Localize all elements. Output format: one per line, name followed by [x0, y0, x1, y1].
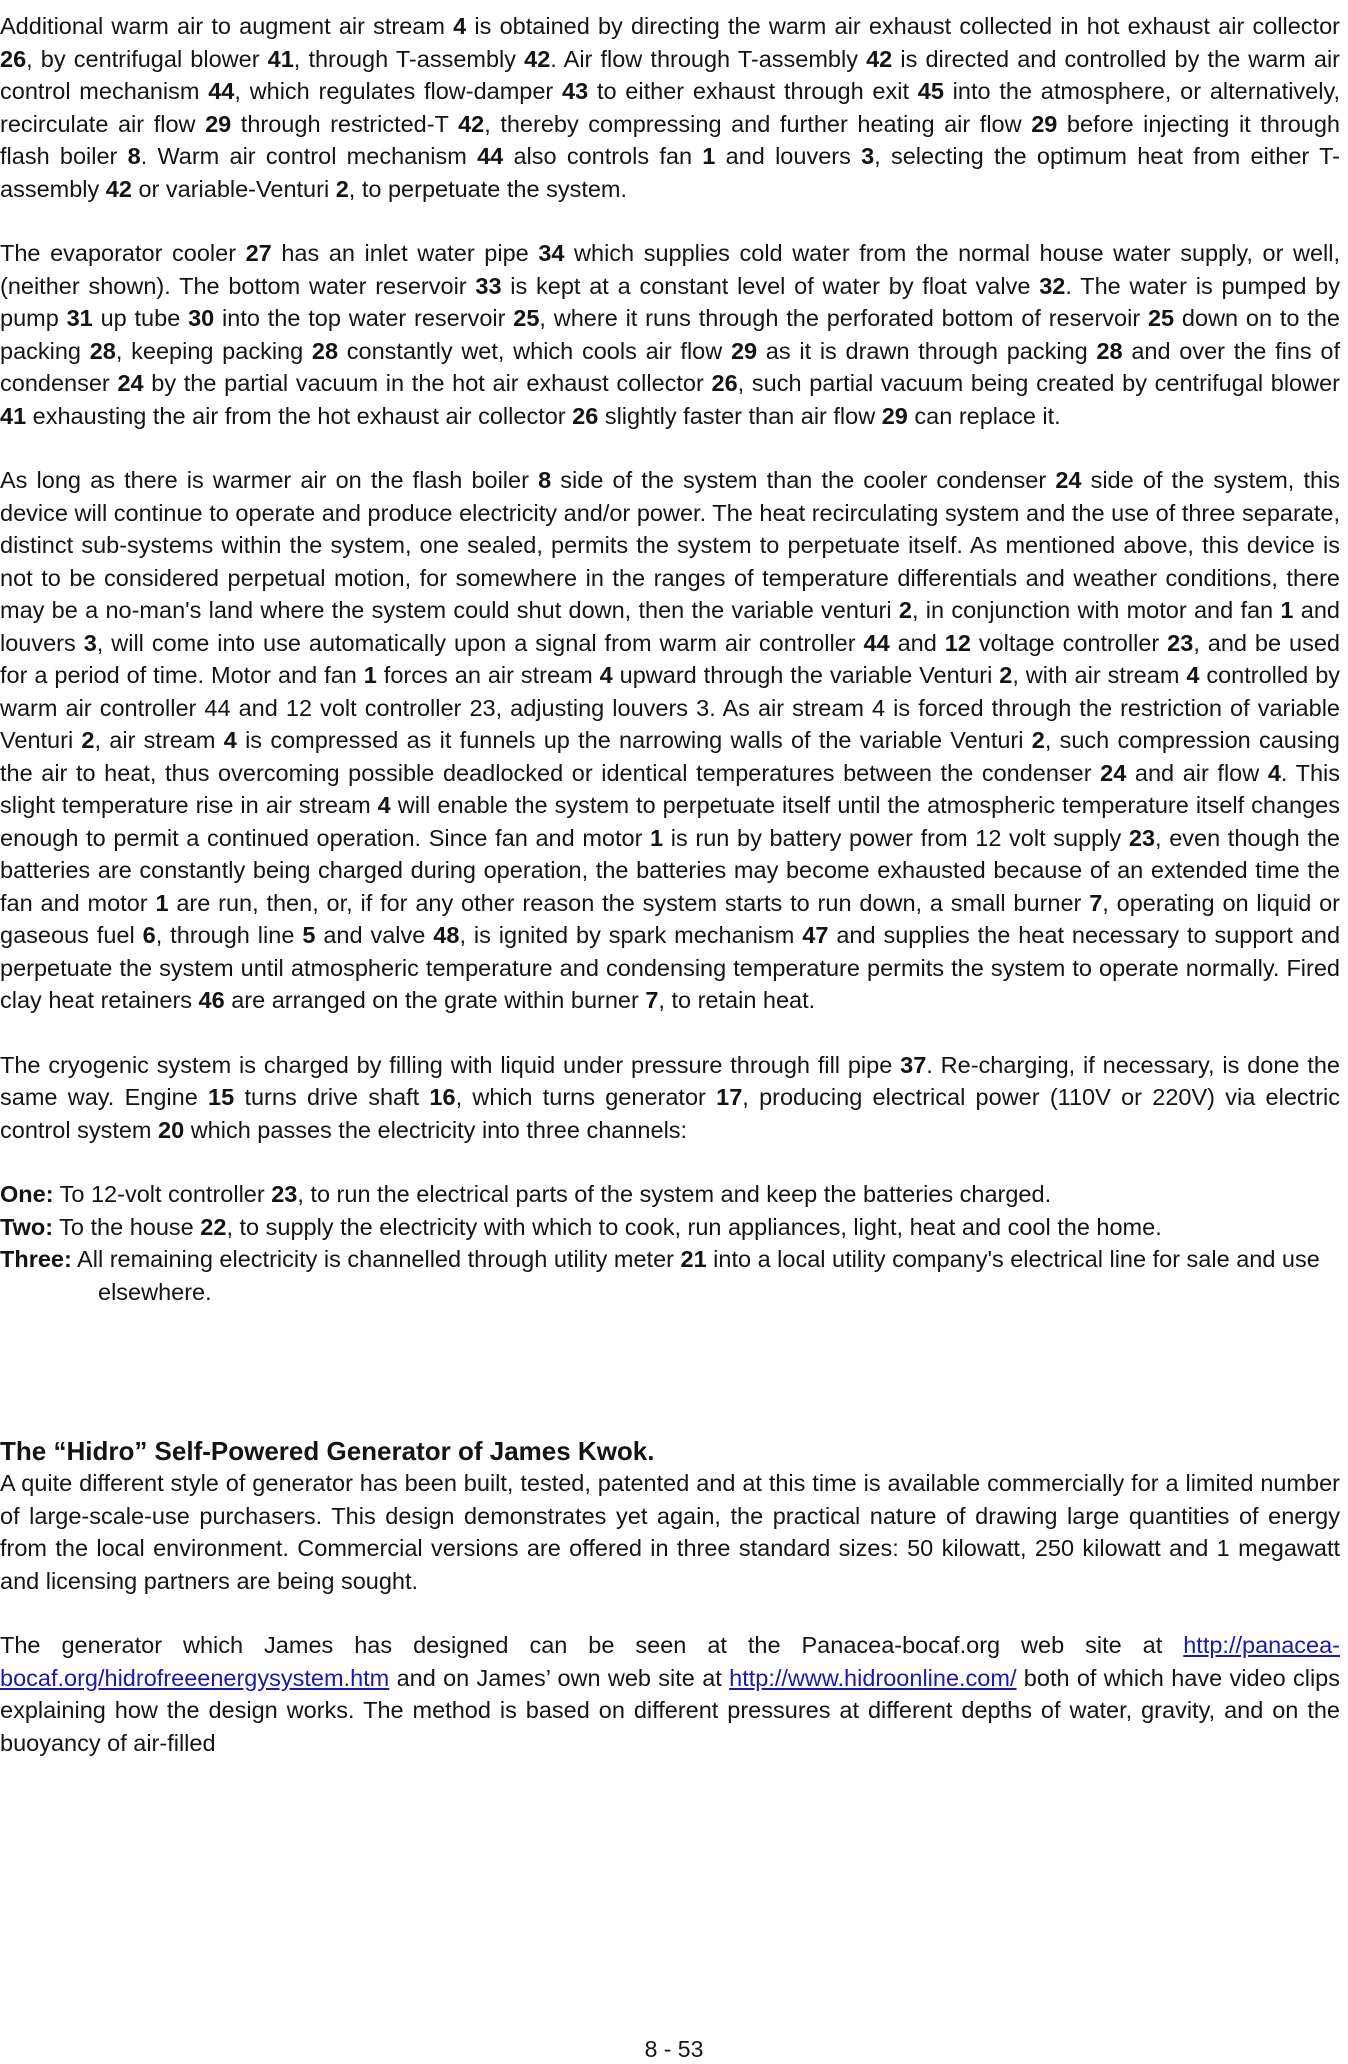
text-run: up tube	[92, 305, 189, 331]
text-run: into the atmosphere, or alternatively, recirculate air flow	[0, 78, 1340, 137]
text-run: , in conjunction with motor and fan	[911, 597, 1281, 623]
reference-number: 34	[538, 240, 565, 266]
text-run: exhausting the air from the hot exhaust air collector	[26, 402, 573, 429]
text-run: , such compression causing the air to heat, thus overcoming possible deadlocked or identical temperatures between the condenser	[0, 727, 1340, 786]
text-run: is kept at a constant level of water by float valve	[501, 272, 1040, 299]
reference-number: 29	[881, 402, 908, 429]
reference-number: 44	[208, 78, 235, 104]
text-run: , will come into use automatically upon a signal from warm air controller	[96, 629, 864, 656]
reference-number: 5	[302, 922, 316, 948]
reference-number: 37	[900, 1051, 927, 1078]
panacea-link[interactable]: http://panacea-bocaf.org/hidrofreeenergysystem.htm	[0, 1632, 1340, 1691]
reference-number: 2	[335, 175, 349, 202]
page-number: 8 - 53	[644, 2036, 704, 2062]
reference-number: 44	[863, 629, 890, 656]
reference-number: 6	[142, 922, 156, 948]
text-run: controlled by warm air controller 44 and 12 volt controller 23, adjusting louvers 3. As air stream 4 is forced through the restriction of variable Venturi	[0, 662, 1341, 753]
reference-number: 16	[429, 1084, 456, 1110]
reference-number: 45	[917, 78, 944, 104]
text-run: All remaining electricity is channelled through utility meter	[71, 1246, 681, 1272]
reference-number: 42	[524, 45, 551, 72]
reference-number: 2	[999, 662, 1013, 688]
text-run: to either exhaust through exit	[588, 78, 918, 104]
text-run: . The water is pumped by pump	[0, 272, 1340, 331]
list-label: One:	[0, 1181, 54, 1207]
reference-number: 47	[802, 922, 829, 948]
reference-number: 4	[453, 13, 467, 39]
text-run: , thereby compressing and further heating air flow	[484, 110, 1032, 137]
text-run: . Warm air control mechanism	[140, 143, 478, 169]
reference-number: 22	[200, 1213, 227, 1240]
reference-number: 42	[866, 45, 893, 72]
reference-number: 4	[599, 662, 613, 688]
reference-number: 20	[158, 1116, 185, 1143]
text-run: . Re-charging, if necessary, is done the same way. Engine	[0, 1051, 1340, 1110]
reference-number: 1	[363, 662, 377, 688]
reference-number: 31	[66, 305, 93, 331]
reference-number: 26	[0, 45, 27, 72]
reference-number: 23	[271, 1181, 298, 1207]
reference-number: 12	[944, 629, 971, 656]
reference-number: 3	[83, 629, 97, 656]
text-run: The cryogenic system is charged by filling with liquid under pressure through fill pipe	[0, 1051, 901, 1078]
list-item-two	[0, 1211, 1340, 1244]
text-run: , keeping packing	[115, 337, 312, 364]
reference-number: 3	[861, 143, 875, 169]
text-run: also controls fan	[503, 143, 703, 169]
text-run: and valve	[315, 922, 434, 948]
text-run: turns drive shaft	[234, 1084, 430, 1110]
reference-number: 41	[267, 45, 294, 72]
text-run: is compressed as it funnels up the narrowing walls of the variable Venturi	[236, 727, 1032, 753]
text-run: upward through the variable Venturi	[612, 662, 1000, 688]
text-run: which passes the electricity into three channels:	[184, 1116, 688, 1143]
text-run: , producing electrical power (110V or 220V) via electric control system	[0, 1084, 1340, 1143]
reference-number: 8	[127, 143, 141, 169]
text-run: into the top water reservoir	[214, 305, 514, 331]
text-run: , which regulates flow-damper	[234, 78, 563, 104]
text-run: , through T-assembly	[293, 45, 525, 72]
reference-number: 1	[650, 824, 664, 851]
text-run: forces an air stream	[376, 662, 600, 688]
text-run: side of the system than the cooler condenser	[551, 467, 1056, 493]
reference-number: 43	[562, 78, 589, 104]
links-text-middle: and on James’ own web site at	[389, 1664, 730, 1691]
reference-number: 21	[680, 1246, 707, 1272]
reference-number: 27	[245, 240, 272, 266]
text-run: is run by battery power from 12 volt supply	[663, 824, 1129, 851]
reference-number: 15	[208, 1084, 235, 1110]
text-run: and supplies the heat necessary to support and perpetuate the system until atmospheric temperature and condensing temperature permits the system to operate normally. Fired clay heat retainers	[0, 922, 1341, 1013]
reference-number: 4	[1267, 759, 1281, 786]
reference-number: 24	[117, 370, 144, 396]
text-run: side of the system, this device will continue to operate and produce electricity and/or power. The heat recirculating system and the use of three separate, distinct sub-systems within the system, one sealed, permits the system to perpetuate itself. As mentioned above, this device is not to be considered perpetual motion, for somewhere in the ranges of temperature differentials and weather conditions, there may be a no-man's land where the system could shut down, then the variable venturi	[0, 467, 1341, 623]
links-text-before: The generator which James has designed can be seen at the Panacea-bocaf.org web site at	[0, 1632, 1184, 1658]
reference-number: 1	[1280, 597, 1294, 623]
text-run: , which turns generator	[455, 1084, 717, 1110]
text-run: , to supply the electricity with which to cook, run appliances, light, heat and cool the home.	[226, 1213, 1162, 1240]
reference-number: 41	[0, 402, 27, 429]
reference-number: 8	[538, 467, 552, 493]
reference-number: 2	[1031, 727, 1045, 753]
reference-number: 42	[105, 175, 132, 202]
reference-number: 7	[645, 987, 659, 1013]
text-run: before injecting it through flash boiler	[0, 110, 1340, 169]
reference-number: 42	[458, 110, 485, 137]
text-run: , through line	[155, 922, 303, 948]
text-run: are arranged on the grate within burner	[224, 987, 646, 1013]
reference-number: 32	[1039, 272, 1066, 299]
reference-number: 28	[1096, 337, 1123, 364]
text-run: into a local utility company's electrical line for sale and use elsewhere.	[98, 1246, 1320, 1305]
text-run: , operating on liquid or gaseous fuel	[0, 889, 1340, 948]
text-run: or variable-Venturi	[131, 175, 336, 202]
reference-number: 26	[572, 402, 599, 429]
paragraph-evaporator-cooler	[0, 237, 1340, 432]
text-run: will enable the system to perpetuate itself until the atmospheric temperature itself changes enough to permit a continued operation. Since fan and motor	[0, 792, 1340, 851]
list-text	[72, 1246, 1320, 1305]
reference-number: 44	[477, 143, 504, 169]
text-run: are run, then, or, if for any other reason the system starts to run down, a small burner	[168, 889, 1090, 916]
paragraph-flash-boiler	[0, 464, 1340, 1017]
text-run: has an inlet water pipe	[271, 240, 539, 266]
text-run: . Air flow through T-assembly	[550, 45, 867, 72]
list-text	[54, 1181, 1052, 1207]
text-run: , to perpetuate the system.	[348, 175, 628, 202]
reference-number: 7	[1089, 889, 1103, 916]
paragraph-hidro-intro: A quite different style of generator has been built, tested, patented and at this time is available commercially for a limited number of large-scale-use purchasers. This design demonstrates yet again, the practical nature of drawing large quantities of energy from the local environment. Commercial versions are offered in three standard sizes: 50 kilowatt, 250 kilowatt and 1 megawatt and licensing partners are being sought.	[0, 1470, 1340, 1594]
text-run: which supplies cold water from the normal house water supply, or well, (neither shown). The bottom water reservoir	[0, 240, 1340, 299]
reference-number: 30	[188, 305, 215, 331]
text-run: , such partial vacuum being created by centrifugal blower	[737, 370, 1340, 396]
reference-number: 1	[702, 143, 716, 169]
reference-number: 48	[433, 922, 460, 948]
paragraph-warm-air	[0, 10, 1340, 205]
hidroonline-link[interactable]: http://www.hidroonline.com/	[729, 1664, 1017, 1691]
list-label: Two:	[0, 1213, 54, 1240]
reference-number: 4	[1186, 662, 1200, 688]
text-run: Additional warm air to augment air stream	[0, 13, 454, 39]
text-run: , and be used for a period of time. Motor and fan	[0, 629, 1340, 688]
text-run: , is ignited by spark mechanism	[459, 922, 803, 948]
list-item-three	[0, 1243, 1340, 1308]
text-run: slightly faster than air flow	[598, 402, 882, 429]
text-run: as it is drawn through packing	[757, 337, 1097, 364]
reference-number: 33	[475, 272, 502, 299]
text-run: , air stream	[94, 727, 224, 753]
reference-number: 29	[205, 110, 232, 137]
text-run: , to retain heat.	[658, 987, 816, 1013]
text-run: , selecting the optimum heat from either T-assembly	[0, 143, 1340, 202]
reference-number: 29	[1031, 110, 1058, 137]
text-run: , with air stream	[1012, 662, 1187, 688]
reference-number: 25	[513, 305, 540, 331]
text-run: . This slight temperature rise in air stream	[0, 759, 1341, 818]
reference-number: 26	[711, 370, 738, 396]
text-run: and louvers	[715, 143, 862, 169]
text-run: and over the fins of condenser	[0, 337, 1341, 396]
reference-number: 4	[223, 727, 237, 753]
reference-number: 1	[155, 889, 169, 916]
paragraph-cryogenic-system	[0, 1049, 1340, 1147]
text-run: and louvers	[0, 597, 1340, 656]
text-run: through restricted-T	[231, 110, 459, 137]
document-page	[0, 10, 1340, 1759]
text-run: is obtained by directing the warm air exhaust collected in hot exhaust air collector	[466, 13, 1340, 39]
text-run: by the partial vacuum in the hot air exhaust collector	[143, 370, 712, 396]
reference-number: 23	[1167, 629, 1194, 656]
list-label: Three:	[0, 1246, 72, 1272]
paragraph-hidro-links	[0, 1629, 1340, 1759]
text-run: , by centrifugal blower	[26, 45, 268, 72]
text-run: To the house	[53, 1213, 201, 1240]
text-run: can replace it.	[907, 402, 1061, 429]
reference-number: 4	[377, 792, 391, 818]
reference-number: 46	[198, 987, 225, 1013]
text-run: and	[889, 629, 945, 656]
reference-number: 24	[1100, 759, 1127, 786]
list-text	[53, 1214, 1162, 1240]
reference-number: 23	[1128, 824, 1156, 851]
list-item-one	[0, 1178, 1340, 1211]
text-run: As long as there is warmer air on the flash boiler	[0, 467, 539, 493]
reference-number: 2	[81, 727, 95, 753]
reference-number: 17	[716, 1084, 743, 1110]
reference-number: 24	[1055, 467, 1082, 493]
text-run: The evaporator cooler	[0, 240, 246, 266]
text-run: , where it runs through the perforated bottom of reservoir	[539, 305, 1148, 331]
text-run: constantly wet, which cools air flow	[338, 337, 731, 364]
text-run: is directed and controlled by the warm air control mechanism	[0, 45, 1340, 104]
section-heading: The “Hidro” Self-Powered Generator of James Kwok.	[0, 1436, 655, 1466]
reference-number: 25	[1147, 305, 1175, 331]
text-run: down on to the packing	[0, 305, 1340, 364]
reference-number: 29	[730, 337, 758, 364]
text-run: , even though the batteries are constantly being charged during operation, the batteries may become exhausted because of an extended time the fan and motor	[0, 824, 1340, 916]
reference-number: 28	[89, 337, 116, 364]
text-run: To 12-volt controller	[53, 1181, 272, 1207]
reference-number: 2	[898, 597, 912, 623]
text-run: and air flow	[1126, 759, 1268, 786]
links-text-after: both of which have video clips explaining how the design works. The method is based on different pressures at different depths of water, gravity, and on the buoyancy of air-filled	[0, 1664, 1340, 1756]
text-run: , to run the electrical parts of the system and keep the batteries charged.	[297, 1181, 1052, 1207]
text-run: voltage controller	[970, 629, 1168, 656]
reference-number: 28	[311, 337, 339, 364]
